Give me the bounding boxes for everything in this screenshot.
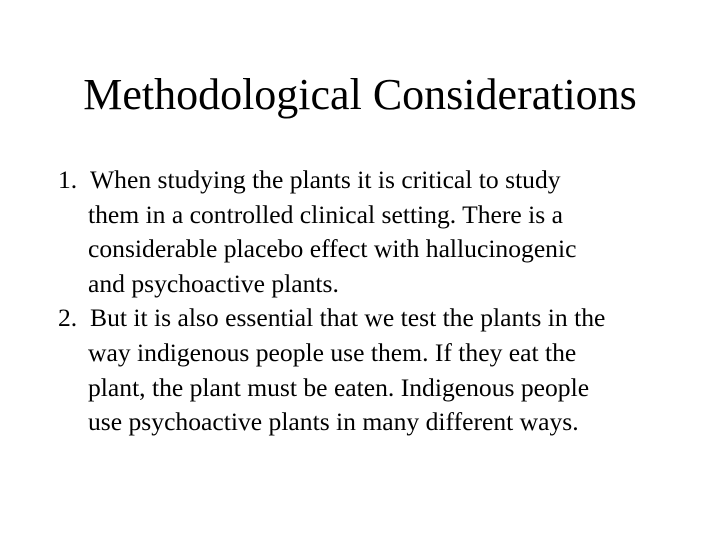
list-item-2-line-2: way indigenous people use them. If they eat the <box>88 337 577 367</box>
list-item-1-line-3: considerable placebo effect with hallucinogenic <box>88 234 577 264</box>
slide-title: Methodological Considerations <box>83 70 637 119</box>
numbered-list <box>58 163 688 440</box>
list-item-1-line-1: When studying the plants it is critical to study <box>90 165 561 194</box>
list-item-2-line-3: plant, the plant must be eaten. Indigenous people <box>88 372 590 402</box>
list-item-1-number: 1. <box>58 165 78 194</box>
list-item-1 <box>58 163 688 301</box>
list-item-1-line-2: them in a controlled clinical setting. There is a <box>88 199 563 229</box>
list-item-2-line-1: But it is also essential that we test the plants in the <box>90 303 606 333</box>
list-item-2-line-4: use psychoactive plants in many different ways. <box>88 407 579 437</box>
list-item-2 <box>58 301 688 439</box>
list-item-1-line-4: and psychoactive plants. <box>88 268 339 298</box>
list-item-2-number: 2. <box>58 303 78 333</box>
